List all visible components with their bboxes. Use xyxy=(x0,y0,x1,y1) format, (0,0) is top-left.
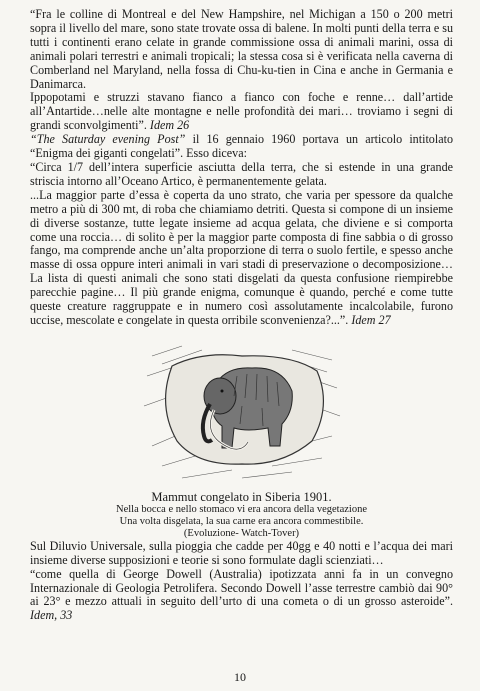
caption-title: Mammut congelato in Siberia 1901. xyxy=(151,489,332,504)
paragraph-hippos xyxy=(30,91,453,133)
paragraph-fossils: “Fra le colline di Montreal e del New Hampshire, nel Michigan a 150 o 200 metri sopra il livello del mare, sono state trovate ossa di balene. In molti punti della terra e su tutti i continenti erano celate in grande commissione ossa di animali marini, ossa di animali polari terrestri e animali tropicali; la stessa cosa si è verificata nella caverna di Comberland nel Maryland, nella fossa di Chu-ku-tien in Cina e anche in Germania e Danimarca. xyxy=(30,7,453,91)
paragraph-dowell xyxy=(30,568,453,624)
citation-idem-26: Idem 26 xyxy=(149,118,190,133)
paragraph-quote-2 xyxy=(30,189,453,328)
quote-2-text: ...La maggior parte d’essa è coperta da uno strato, che varia per spessore da qualche metro a più di 300 mt, di roba che chiamiamo detriti. Questa si compone di un insieme di diverse sostanze, tutte legate insieme ad acqua gelata, che diviene e si comporta come una roccia… di solito è per la maggior parte composta di fine sabbia o di grosso fango, ma comprende anche un’alta proporzione di terra o suolo fertile, e spesso anche masse di ossa oppure interi animali in vari stadi di preservazione o decomposizione… La lista di questi animali che sono stati disgelati da questa confusione riempirebbe parecchie pagine… Il più grande enigma, comunque è quando, perché e come tutte queste creature raggruppate e in numero così assolutamente incalcolabile, furono uccise, mescolate e congelate in questa orribile sconvenienza?...”. xyxy=(30,187,453,327)
citation-idem-27: Idem 27 xyxy=(351,312,391,327)
mammoth-illustration xyxy=(142,336,342,486)
figure-caption xyxy=(30,490,453,540)
paragraph-diluvio: Sul Diluvio Universale, sulla pioggia che cadde per 40gg e 40 notti e l’acqua dei mari insieme diverse supposizioni e teorie si sono formulate dagli scienziati… xyxy=(30,538,453,567)
caption-line-1: Nella bocca e nello stomaco vi era ancora della vegetazione xyxy=(116,503,367,515)
post-title: “The Saturday evening Post” xyxy=(30,132,186,147)
paragraph-quote-1: “Circa 1/7 dell’intera superficie asciutta della terra, che si estende in una grande striscia intorno all’Oceano Artico, è permanentemente gelata. xyxy=(30,159,453,188)
page-body xyxy=(30,8,453,623)
hippos-text: Ippopotami e struzzi stavano fianco a fianco con foche e renne… dall’artide all’Antartide…nelle alte montagne e nelle profondità dei mari… troviamo i segni di grandi sconvolgimenti”. xyxy=(30,90,453,133)
post-rest: il 16 gennaio 1960 portava un articolo intitolato “Enigma dei giganti congelati”. Esso diceva: xyxy=(30,132,453,161)
citation-idem-33: Idem, 33 xyxy=(30,608,73,623)
paragraph-post xyxy=(30,133,453,161)
dowell-text: “come quella di George Dowell (Australia) ipotizzata anni fa in un convegno Internazionale di Geologia Petrolifera. Secondo Dowell l’asse terrestre cambiò dai 90° ai 23° e mezzo attuali in seguito dell’urto di una cometa o di un grosso asteroide”. xyxy=(30,566,453,609)
caption-line-3: (Evoluzione- Watch-Tover) xyxy=(183,527,300,539)
page-number: 10 xyxy=(234,670,246,684)
caption-line-2: Una volta disgelata, la sua carne era ancora commestibile. xyxy=(119,515,364,527)
